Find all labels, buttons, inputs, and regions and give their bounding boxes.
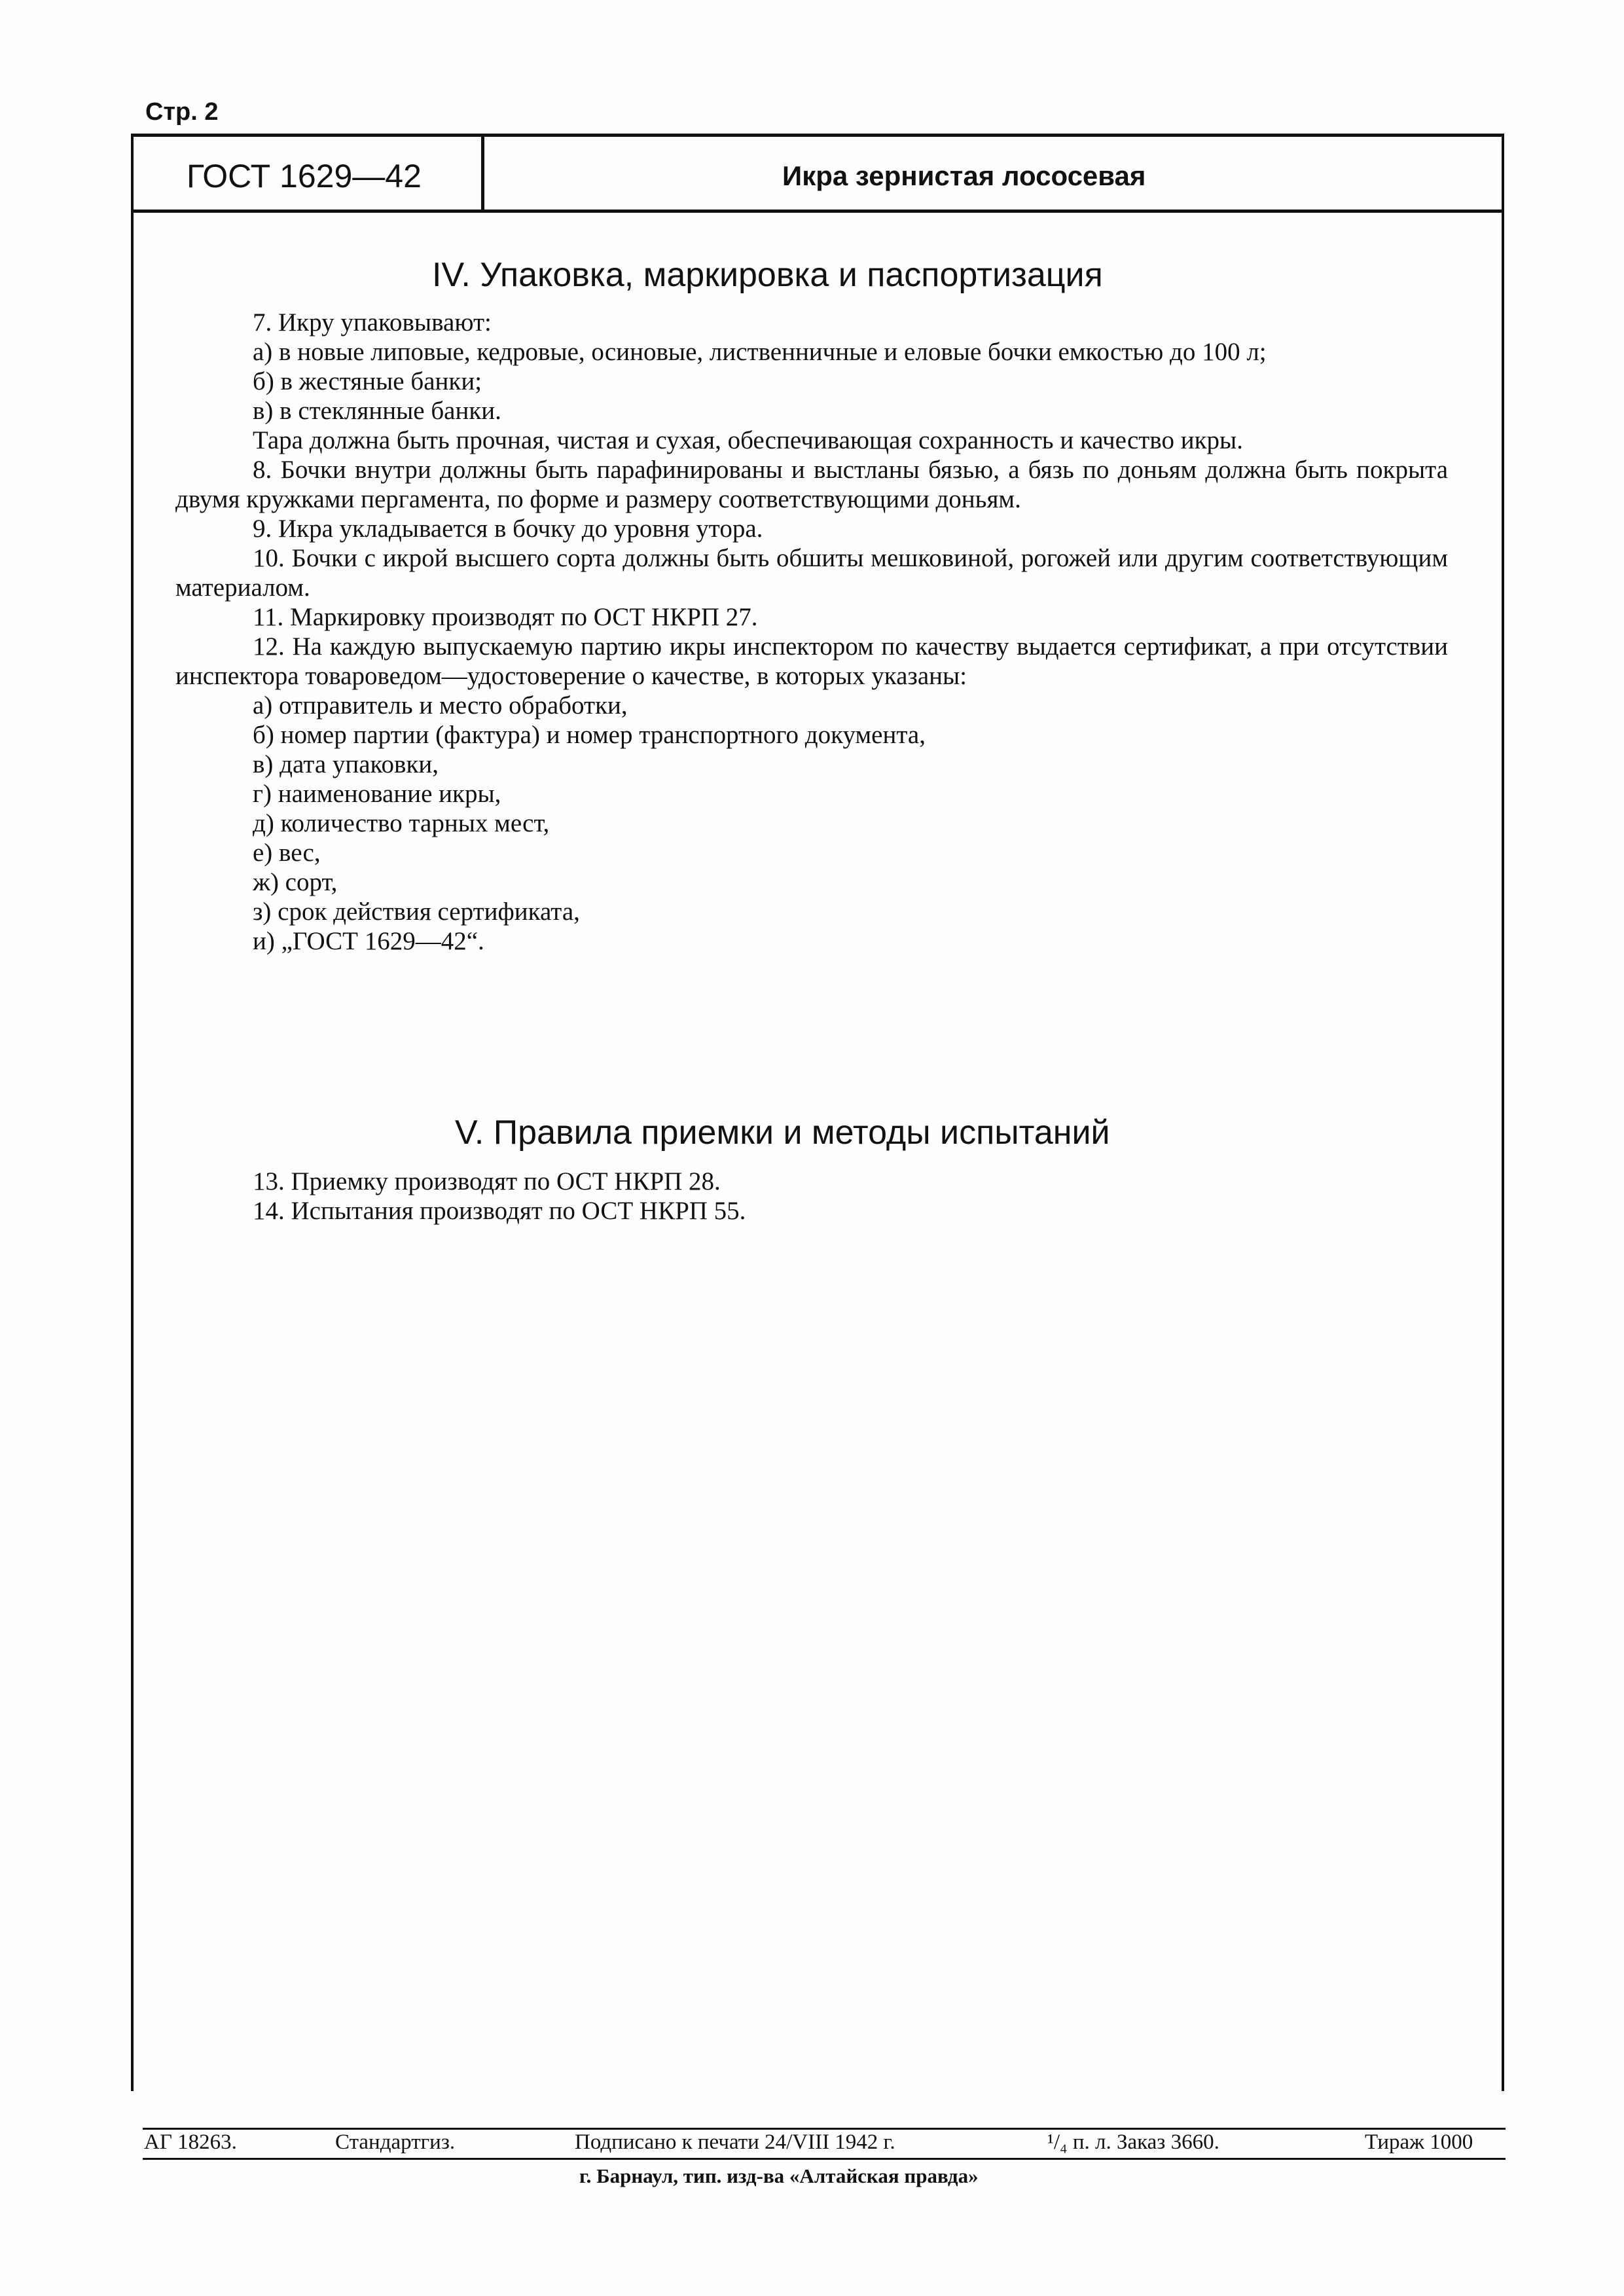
list-item: и) „ГОСТ 1629—42“. <box>253 927 484 955</box>
list-item: е) вес, <box>253 839 321 867</box>
footer-top-rule <box>143 2128 1506 2130</box>
footer-printer: г. Барнаул, тип. изд-ва «Алтайская правда» <box>579 2164 979 2187</box>
standard-code: ГОСТ 1629—42 <box>187 158 422 194</box>
paragraph: 13. Приемку производят по ОСТ НКРП 28. <box>253 1167 721 1195</box>
list-item: а) в новые липовые, кедровые, осиновые, лиственничные и еловые бочки емкостью до 100 л; <box>253 338 1267 366</box>
section-4-title: IV. Упаковка, маркировка и паспортизация <box>432 256 1103 294</box>
footer-bottom-rule <box>143 2158 1506 2160</box>
footer-circulation: Тираж 1000 <box>1365 2130 1473 2154</box>
section-4-body <box>175 308 1448 956</box>
footer-order-code: АГ 18263. <box>144 2130 237 2154</box>
header-separator <box>481 134 484 213</box>
list-item: в) дата упаковки, <box>253 750 439 778</box>
header-bottom-rule <box>131 210 1504 213</box>
paragraph: 9. Икра укладывается в бочку до уровня утора. <box>253 515 763 543</box>
list-item: д) количество тарных мест, <box>253 809 550 837</box>
list-item: а) отправитель и место обработки, <box>253 691 628 720</box>
list-item: з) срок действия сертификата, <box>253 898 580 926</box>
paragraph: 12. На каждую выпускаемую партию икры инспектором по качеству выдается сертификат, а при отсутствии инспектора товароведом—удостоверение о качестве, в которых указаны: <box>175 632 1448 690</box>
section-5-body <box>175 1167 1448 1226</box>
list-item: г) наименование икры, <box>253 780 501 808</box>
footer-order: ¹/₄ п. л. Заказ 3660. <box>1047 2130 1219 2154</box>
footer-signed-date: Подписано к печати 24/VIII 1942 г. <box>575 2130 895 2154</box>
paragraph: Тара должна быть прочная, чистая и сухая, обеспечивающая сохранность и качество икры. <box>253 426 1243 454</box>
list-item: б) номер партии (фактура) и номер транспортного документа, <box>253 721 926 749</box>
list-item: б) в жестяные банки; <box>253 367 482 395</box>
page-number: Стр. 2 <box>145 98 219 126</box>
paragraph: 8. Бочки внутри должны быть парафинированы и выстланы бязью, а бязь по доньям должна быть покрыта двумя кружками пергамента, по форме и размеру соответствующими доньям. <box>175 456 1448 513</box>
header-top-rule <box>131 134 1504 137</box>
list-item: ж) сорт, <box>253 868 338 896</box>
paragraph: 11. Маркировку производят по ОСТ НКРП 27. <box>253 603 758 631</box>
list-item: в) в стеклянные банки. <box>253 397 501 425</box>
paragraph: 14. Испытания производят по ОСТ НКРП 55. <box>253 1197 746 1225</box>
paragraph: 7. Икру упаковывают: <box>253 308 492 337</box>
paragraph: 10. Бочки с икрой высшего сорта должны быть обшиты мешковиной, рогожей или другим соответствующим материалом. <box>175 544 1448 602</box>
footer-publisher: Стандартгиз. <box>335 2130 456 2154</box>
section-5-title: V. Правила приемки и методы испытаний <box>455 1114 1110 1152</box>
document-title: Икра зернистая лососевая <box>782 160 1146 191</box>
